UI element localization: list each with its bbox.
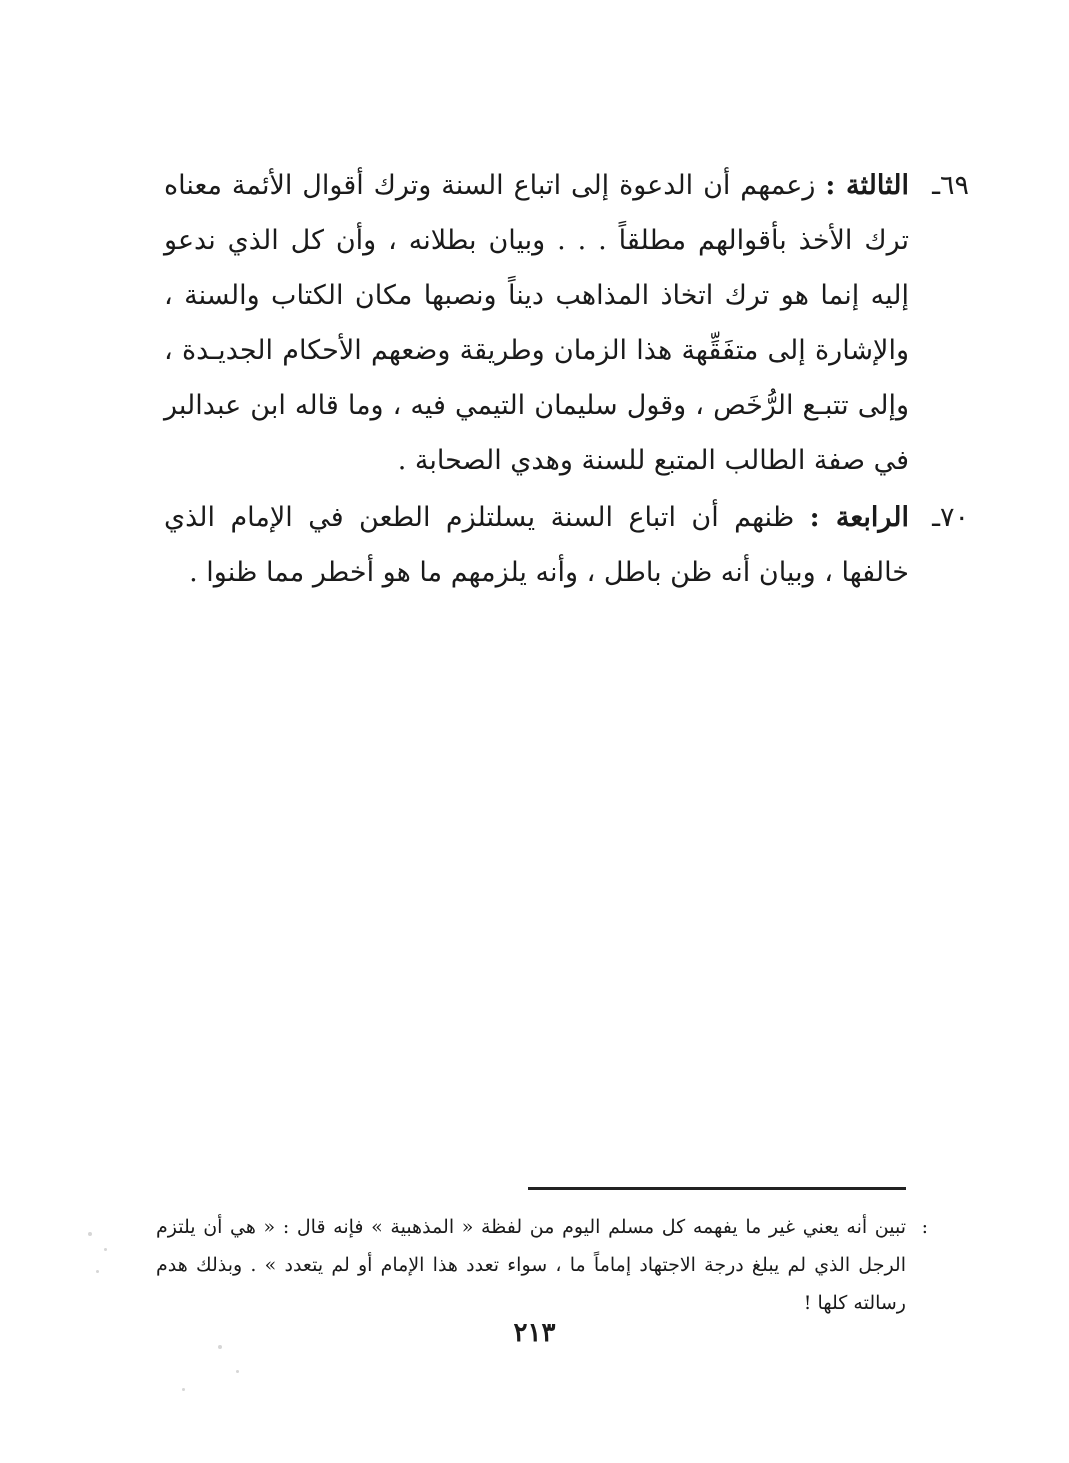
item-text: ظنهم أن اتباع السنة يسلتلزم الطعن في الإمام الذي خالفها ، وبيان أنه ظن باطل ، وأنه يلزمهم ما هو أخطر مما ظنوا . [164, 502, 909, 588]
item-heading: الثالثة : [825, 170, 909, 201]
item-number: ٦٩ـ [932, 170, 969, 201]
scan-speckle [88, 1232, 92, 1236]
scan-speckle [182, 1388, 185, 1391]
item-text: زعمهم أن الدعوة إلى اتباع السنة وترك أقوال الأئمة معناه ترك الأخذ بأقوالهم مطلقاً . . . وبيان بطلانه ، وأن كل الذي ندعو إليه إنما هو ترك اتخاذ المذاهب ديناً ونصبها مكان الكتاب والسنة ، والإشارة إلى متفَقِّهة هذا الزمان وطريقة وضعهم الأحكام الجديـدة ، وإلى تتبـع الرُّخَص ، وقول سليمان التيمي فيه ، وما قاله ابن عبدالبر في صفة الطالب المتبع للسنة وهدي الصحابة . [164, 170, 909, 476]
footnote-divider [528, 1187, 906, 1190]
list-item-70 [164, 490, 969, 600]
footnote-mark: : [921, 1216, 928, 1238]
page-number: ٢١٣ [513, 1318, 556, 1348]
footnote [156, 1208, 928, 1322]
scan-speckle [218, 1345, 222, 1349]
scan-speckle [104, 1248, 107, 1251]
footnote-text: تبين أنه يعني غير ما يفهمه كل مسلم اليوم من لفظة « المذهبية » فإنه قال : « هي أن يلتزم الرجل الذي لم يبلغ درجة الاجتهاد إماماً ما ، سواء تعدد هذا الإمام أو لم يتعدد » . وبذلك هدم رسالته كلها ! [156, 1216, 906, 1314]
item-number: ٧٠ـ [932, 502, 969, 533]
list-item-69 [164, 158, 969, 488]
scan-speckle [236, 1370, 239, 1373]
scan-speckle [96, 1270, 99, 1273]
item-heading: الرابعة : [809, 502, 909, 533]
